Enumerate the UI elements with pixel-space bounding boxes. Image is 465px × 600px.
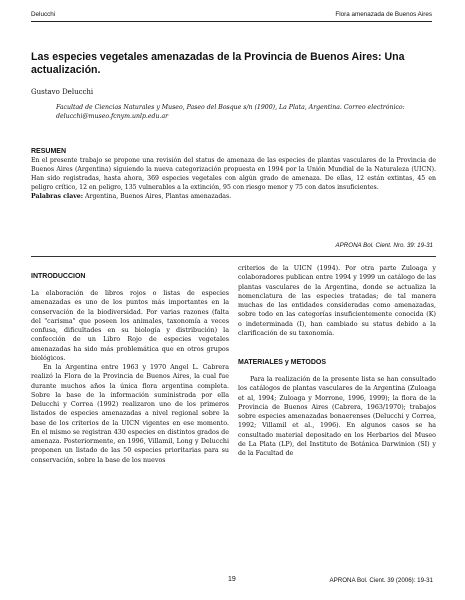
intro-paragraph-2: En la Argentina entre 1963 y 1970 Angel L. Cabrera realizó la Flora de la Provincia de Buenos Aires, la cual fue durante muchos años la única flora argentina completa. Sobre la base de la información suministrada por ella Delucchi y Correa (1992) realizaron uno de los primeros listados de especies amenazadas a nivel regional sobre la base de los criterios de la UICN vigentes en ese momento. En el mismo se registran 430 especies en distintos grados de amenaza. Posteriormente, en 1996, Villamil, Long y Delucchi proponen un listado de las 50 especies prioritarias para su conservación, sobre la base de los nuevos	[31, 364, 229, 464]
intro-paragraph-1: La elaboración de libros rojos o listas de especies amenazadas es uno de los puntos más importantes en la conservación de la biodiversidad. Por varias razones (falta del "carisma" que poseen los animales, taxonomía a veces confusa, dificultades en su biología y distribución) la confección de un Libro Rojo de especies vegetales amenazadas ha sido más problemática que en otros grupos biológicos.	[31, 290, 229, 362]
left-column	[31, 264, 229, 465]
paper-title: Las especies vegetales amenazadas de la Provincia de Buenos Aires: Una actualización.	[31, 51, 405, 76]
right-column	[238, 264, 436, 458]
abstract-text	[31, 156, 436, 201]
running-head	[31, 9, 432, 22]
running-head-title: Flora amenazada de Buenos Aires	[335, 11, 432, 18]
journal-citation: APRONA Bol. Cient. Nro. 39: 19-31	[335, 242, 433, 249]
author-affiliation: Facultad de Ciencias Naturales y Museo, Paseo del Bosque s/n (1900), La Plata, Argentina. Correo electrónico: delucchi@museo.fcnym.unlp.edu.ar	[56, 104, 405, 120]
intro-paragraph-3: criterios de la UICN (1994). Por otra parte Zuloaga y colaboradores publican entre 1994 y 1999 un catálogo de las plantas vasculares de la Argentina, donde se actualiza la nomenclatura de las especies tratadas; de tal manera muchas de las entidades consideradas como amenazadas, sobre todo en las categorías insuficientemente conocida (K) o indeterminada (I), han cambiado su status debido a la clarificación de su taxonomía.	[238, 265, 436, 337]
section-divider	[31, 256, 436, 257]
abstract-heading: RESUMEN	[31, 148, 67, 155]
abstract	[31, 148, 436, 201]
keywords-text: Argentina, Buenos Aires, Plantas amenazadas.	[85, 193, 232, 200]
methods-paragraph-1: Para la realización de la presente lista se han consultado los catálogos de plantas vasculares de la Argentina (Zuloaga et al, 1994; Zuloaga y Morrone, 1996, 1999); la flora de la Provincia de Buenos Aires (Cabrera, 1963/1970); trabajos sobre especies amenazadas bonaerenses (Delucchi y Correa, 1992; Villamil et al., 1996). En algunos casos se ha consultado material depositado en los Herbarios del Museo de La Plata (LP), del Instituto de Botánica Darwinion (SI) y de la Facultad de	[238, 376, 436, 457]
running-head-author: Delucchi	[31, 11, 56, 18]
author-name: Gustavo Delucchi	[31, 88, 94, 96]
abstract-body: En el presente trabajo se propone una revisión del status de amenaza de las especies de plantas vasculares de la Provincia de Buenos Aires (Argentina) siguiendo la nueva categorización propuesta en 1994 por la Unión Mundial de la Naturaleza (UICN). Han sido registradas, hasta ahora, 369 especies vegetales con algún grado de amenaza. De ellas, 12 están extintas, 45 en peligro crítico, 12 en peligro, 135 vulnerables a la extinción, 95 con riesgo menor y 75 con datos insuficientes.	[31, 157, 436, 191]
footer-citation: APRONA Bol. Cient. 39 (2006): 19-31	[329, 577, 433, 584]
methods-heading: MATERIALES y METODOS	[238, 359, 327, 366]
keywords-label: Palabras clave:	[31, 193, 84, 200]
page-number: 19	[228, 576, 236, 583]
intro-heading: INTRODUCCION	[31, 273, 86, 280]
